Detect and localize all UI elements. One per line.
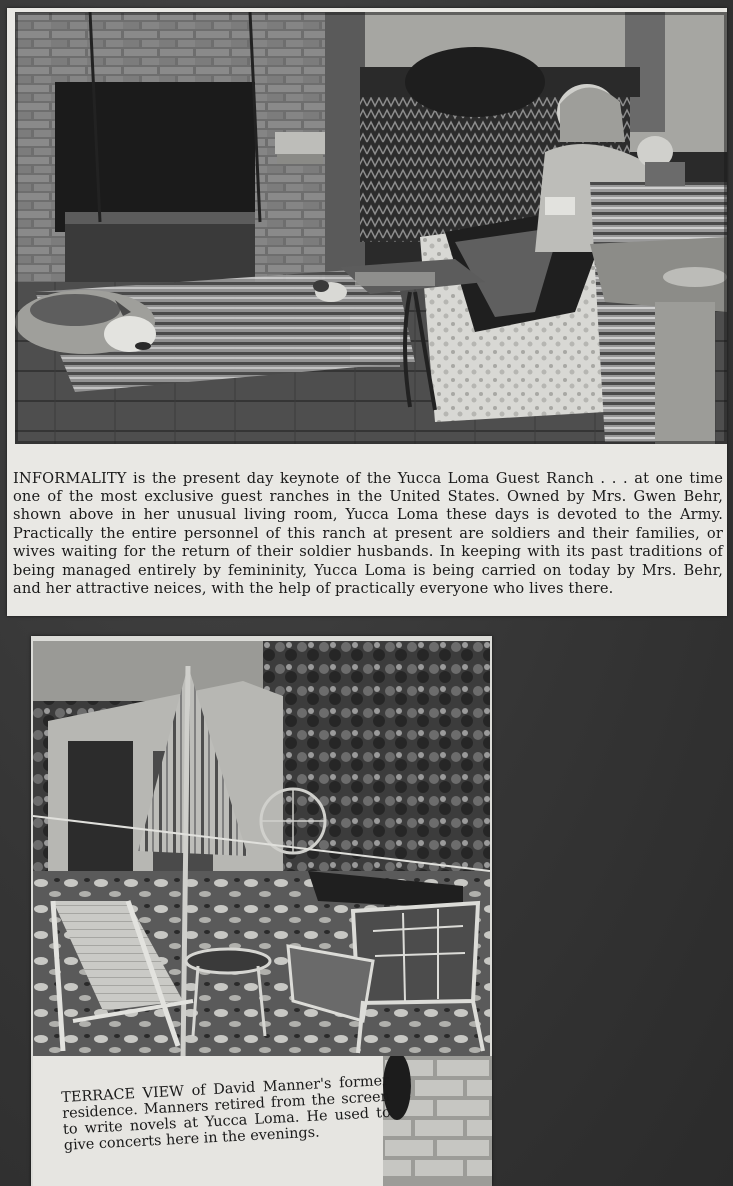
terrace-photo	[33, 641, 490, 1059]
living-room-photo	[15, 12, 727, 444]
newspaper-clipping-terrace	[31, 636, 492, 1186]
brick-wall-corner	[383, 1056, 492, 1186]
newspaper-clipping-living-room	[7, 8, 727, 616]
terrace-photo-drawing	[33, 641, 490, 1059]
terrace-caption: TERRACE VIEW of David Manner's former residence. Manners retired from the screen to write novels at Yucca Loma. He used to give concerts here in the evenings.	[61, 1073, 392, 1155]
living-room-caption: INFORMALITY is the present day keynote of the Yucca Loma Guest Ranch . . . at one time one of the most exclusive guest ranches in the United States. Owned by Mrs. Gwen Behr, shown above in her unusual living room, Yucca Loma these days is devoted to the Army. Practically the entire personnel of this ranch at present are soldiers and their families, or wives waiting for the return of their soldier husbands. In keeping with its past traditions of being managed entirely by femininity, Yucca Loma is being carried on today by Mrs. Behr, and her attractive neices, with the help of practically everyone who lives there.	[13, 469, 723, 598]
living-room-photo-drawing	[15, 12, 727, 444]
brick-wall-corner-drawing	[383, 1056, 492, 1186]
